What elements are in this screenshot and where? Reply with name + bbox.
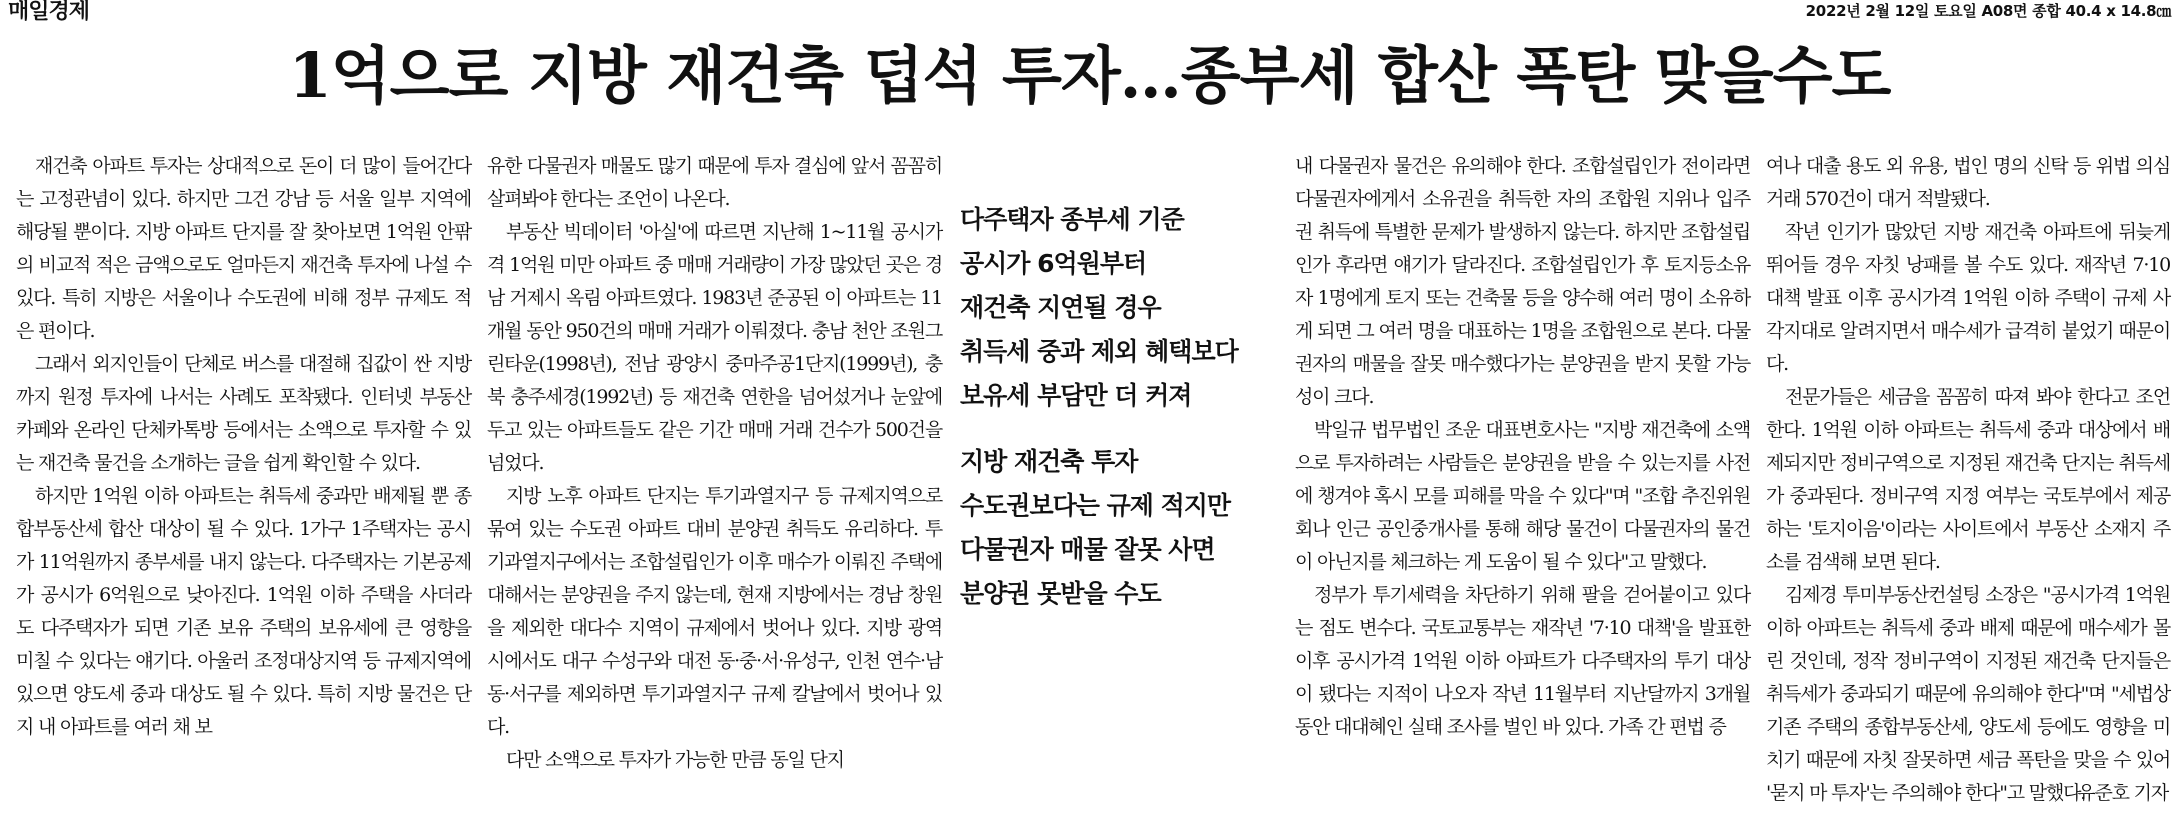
article-paragraph: 김제경 투미부동산컨설팅 소장은 "공시가격 1억원 이하 아파트는 취득세 중과 배제 때문에 매수세가 몰린 것인데, 정작 정비구역이 지정된 재건축 단지들은 취득세가 중과되기 때문에 유의해야 한다"며 "세법상 기존 주택의 종합부동산세, 양도세 등에도 영향을 미치기 때문에 자칫 잘못하면 세금 폭탄을 맞을 수 있어 '묻지 마 투자'는 주의해야 한다"고 말했다. — [1766, 584, 2170, 804]
headline: 1억으로 지방 재건축 덥석 투자…종부세 합산 폭탄 맞을수도 — [288, 39, 1891, 112]
article-paragraph: 박일규 법무법인 조운 대표변호사는 "지방 재건축에 소액으로 투자하려는 사람들은 분양권을 받을 수 있는지를 사전에 챙겨야 혹시 모를 피해를 막을 수 있다"며 "조합 추진위원회나 인근 공인중개사를 통해 해당 물건이 다물권자의 물건이 아닌지를 체크하는 게 도움이 될 수 있다"고 말했다. — [1295, 419, 1750, 573]
subhead-line: 보유세 부담만 더 커져 — [960, 381, 1192, 410]
article-column-4 — [1766, 150, 2170, 810]
subhead-group — [960, 440, 1280, 616]
subhead-line: 분양권 못받을 수도 — [960, 579, 1161, 608]
article-column-3 — [1295, 150, 1750, 744]
article-paragraph: 다만 소액으로 투자가 가능한 만큼 동일 단지 — [506, 749, 844, 771]
article-paragraph: 재건축 아파트 투자는 상대적으로 돈이 더 많이 들어간다는 고정관념이 있다. 하지만 그건 강남 등 서울 일부 지역에 해당될 뿐이다. 지방 아파트 단지를 잘 찾아보면 1억원 안팎의 비교적 적은 금액으로도 얼마든지 재건축 투자에 나설 수 있다. 특히 지방은 서울이나 수도권에 비해 정부 규제도 적은 편이다. — [16, 155, 471, 342]
article-column-2 — [487, 150, 942, 777]
subhead-line: 재건축 지연될 경우 — [960, 293, 1161, 322]
subhead-line: 공시가 6억원부터 — [960, 249, 1147, 278]
article-column-1 — [16, 150, 471, 744]
article-paragraph: 정부가 투기세력을 차단하기 위해 팔을 걷어붙이고 있다는 점도 변수다. 국토교통부는 재작년 '7·10 대책'을 발표한 이후 공시가격 1억원 이하 아파트가 다주택자의 투기 대상이 됐다는 지적이 나오자 작년 11월부터 지난달까지 3개월 동안 대대혜인 실태 조사를 벌인 바 있다. 가족 간 편법 증 — [1295, 584, 1750, 738]
subhead-line: 취득세 중과 제외 혜택보다 — [960, 337, 1238, 366]
publication-info: 2022년 2월 12일 토요일 A08면 종합 40.4 x 14.8㎝ — [1805, 2, 2171, 20]
article-paragraph: 전문가들은 세금을 꼼꼼히 따져 봐야 한다고 조언한다. 1억원 이하 아파트는 취득세 중과 대상에서 배제되지만 정비구역으로 지정된 재건축 단지는 취득세가 중과된다. 정비구역 지정 여부는 국토부에서 제공하는 '토지이음'이라는 사이트에서 부동산 소재지 주소를 검색해 보면 된다. — [1766, 386, 2170, 573]
article-paragraph: 여나 대출 용도 외 유용, 법인 명의 신탁 등 위법 의심 거래 570건이 대거 적발됐다. — [1766, 155, 2170, 210]
article-paragraph: 하지만 1억원 이하 아파트는 취득세 중과만 배제될 뿐 종합부동산세 합산 대상이 될 수 있다. 1가구 1주택자는 공시가 11억원까지 종부세를 내지 않는다. 다주택자는 기본공제가 공시가 6억원으로 낮아진다. 1억원 이하 주택을 사더라도 다주택자가 되면 기존 보유 주택의 보유세에 큰 영향을 미칠 수 있다는 얘기다. 아울러 조정대상지역 등 규제지역에 있으면 양도세 중과 대상도 될 수 있다. 특히 지방 물건은 단지 내 아파트를 여러 채 보 — [16, 485, 471, 738]
subhead-line: 다물권자 매물 잘못 사면 — [960, 535, 1215, 564]
article-paragraph: 작년 인기가 많았던 지방 재건축 아파트에 뒤늦게 뛰어들 경우 자칫 낭패를 볼 수도 있다. 재작년 7·10 대책 발표 이후 공시가격 1억원 이하 주택이 규제 사각지대로 알려지면서 매수세가 급격히 붙었기 때문이다. — [1766, 221, 2170, 375]
subhead-line: 지방 재건축 투자 — [960, 447, 1138, 476]
article-paragraph: 부동산 빅데이터 '아실'에 따르면 지난해 1~11월 공시가격 1억원 미만 아파트 중 매매 거래량이 가장 많았던 곳은 경남 거제시 옥림 아파트였다. 1983년 준공된 이 아파트는 11개월 동안 950건의 매매 거래가 이뤄졌다. 충남 천안 조원그린타운(1998년), 전남 광양시 중마주공1단지(1999년), 충북 충주세경(1992년) 등 재건축 연한을 넘어섰거나 눈앞에 두고 있는 아파트들도 같은 기간 매매 거래 건수가 500건을 넘었다. — [487, 221, 942, 474]
subhead-line: 다주택자 종부세 기준 — [960, 205, 1184, 234]
byline: 유준호 기자 — [2077, 782, 2168, 804]
masthead — [0, 0, 2179, 22]
article-paragraph: 그래서 외지인들이 단체로 버스를 대절해 집값이 싼 지방까지 원정 투자에 나서는 사례도 포착됐다. 인터넷 부동산 카페와 온라인 단체카톡방 등에서는 소액으로 투자할 수 있는 재건축 물건을 소개하는 글을 쉽게 확인할 수 있다. — [16, 353, 471, 474]
article-paragraph: 지방 노후 아파트 단지는 투기과열지구 등 규제지역으로 묶여 있는 수도권 아파트 대비 분양권 취득도 유리하다. 투기과열지구에서는 조합설립인가 이후 매수가 이뤄진 주택에 대해서는 분양권을 주지 않는데, 현재 지방에서는 경남 창원을 제외한 대다수 지역이 규제에서 벗어나 있다. 지방 광역시에서도 대구 수성구와 대전 동·중·서·유성구, 인천 연수·남동·서구를 제외하면 투기과열지구 규제 칼날에서 벗어나 있다. — [487, 485, 942, 738]
subhead-group — [960, 198, 1280, 418]
newspaper-name: 매일경제 — [8, 0, 90, 24]
article-paragraph: 유한 다물권자 매물도 많기 때문에 투자 결심에 앞서 꼼꼼히 살펴봐야 한다는 조언이 나온다. — [487, 155, 942, 210]
subheads-block — [960, 198, 1280, 616]
article-paragraph: 내 다물권자 물건은 유의해야 한다. 조합설립인가 전이라면 다물권자에게서 소유권을 취득한 자의 조합원 지위나 입주권 취득에 특별한 문제가 발생하지 않는다. 하지만 조합설립인가 후라면 얘기가 달라진다. 조합설립인가 후 토지등소유자 1명에게 토지 또는 건축물 등을 양수해 여러 명이 소유하게 되면 그 여러 명을 대표하는 1명을 조합원으로 본다. 다물권자의 매물을 잘못 매수했다가는 분양권을 받지 못할 가능성이 크다. — [1295, 155, 1750, 408]
subhead-line: 수도권보다는 규제 적지만 — [960, 491, 1231, 520]
